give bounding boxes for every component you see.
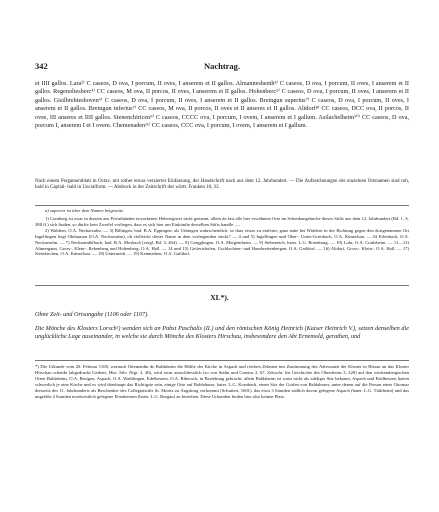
main-text: et IIII gallos. Lara²⁾ C caseos, D ova, I porcum, II oves, I anserem et II gallos. Almanneshenth³⁾ C caseos, D ova, I porcum, II oves, I anserem et II gallos. Regenoltesberc⁴⁾ CC caseos, M ova, II porcos, II oves, I anserem et II gallos. Hohenberc⁵⁾ C caseos, D ova, I porcum, II oves, I anserem et II gallos. Gisilbrehteshoven⁶⁾ C caseos, D ova, I porcum, II oves, I anserem et II gallos. Breingun superius⁷⁾ C caseos, D ova, I porcum, II oves, I anserem et II gallos. Breingun inferius⁷⁾ CC caseos, M ova, II porcos, II oves et II anseres et II gallos. Altdorf⁸⁾ CC caseos, DCC ova, II porcos, II oves, III anseres et IIII gallos. Stenenchiricen⁹⁾ C caseos, CCCC ova, I porcum, I ovem, I anserem et I gallum. Asilachelheim¹⁰⁾ CC caseos, D ova, porcum I, anserem I et I ovem. Chemenaden¹¹⁾ CC caseos, CCC ova, I porcum, I ovem, I anserem et I gallum.	[35, 80, 409, 130]
section-number: XL*).	[210, 293, 229, 302]
footnote: 1) Comburg ist zwar in diesem aus Privathänden erworbenen Heberegister nicht genannt, allein da fast alle hier erwähnten Orte im Schenkungsbuche dieses Stifts aus dem 12. Jahrhundert (Bd. 1, S. 388 ff.) sich finden, so dürfte kein Zweifel vorliegen, dass es sich hier um Einkünfte desselben Stifts handle. —	[35, 216, 409, 227]
divider	[35, 360, 409, 361]
divider	[35, 205, 409, 206]
running-title: Nachtrag.	[203, 61, 241, 71]
section-notes: *) Die Urkunde vom 26. Februar 1108, wornach Ottemaidin de Baldaheim die Hälfte der Kirche in Aspach und reichen Zehnten mit Zustimmung des Adressaten der Kloster in Hirsau an das Kloster Hirschau schenkt (abgedruckt Gerbert, Hist. Silv. Nigr. 3, 40), wird zwar ausschliesslich (so von Stälin und Crusius 2, 67, Zeitschr. für Geschichte des Oberrheins 3, 220) auf den württembergischen Orten Baldaheim, O.A. Besigen, Aspach, O.A. Waiblingen, Edelbeuren, O.A. Biberach, in Beziehung gebracht; allein Baldaheim ist sonst nicht als adeliger Sitz bekannt, Aspach und Edelbeuren hatten schwerlich je eine Kirche und es wird überhaupt das Richtigste sein, einige Orte auf Baldahuser, baier. L.G. Kornbach, einen Sitz der Grafen von Baldahuser, unter denen auf die Person eines Ottomar diesseits des 11. Jahrhunderts als Beschenker des Collegiatstifts St. Moritz zu Augsburg vorkommt (Schuttert, 1601), das etwa 3 Stunden südlich davon gelegene Aspach (baier. L.G. Türkheim) und das ungefähr 4 Stunden nordwestlich gelegene Ettenbeuren (baier. L.G. Burgau) zu beziehen. Diese Urkunden finden hier also keinen Platz.	[35, 364, 409, 399]
footnote-label: a) superior ist über dem Namen beigesetzt.	[45, 208, 124, 213]
section-regest: Die Mönche des Klosters Lorsch¹) wenden sich an Pabst Paschalis (II.) und den römischen König Heinrich (Kaiser Heinrich V.), setzen denselben die unglückliche Lage auseinander, in welche sie durch Mönche des Klosters Hirschau, insbesondere den Abt Ernemold, gerathen, und	[35, 325, 409, 341]
source-note: Nach einem Pergamentblatt in Octav, mit rother etwas verzierter Einfassung, der Handschrift nach aus dem 12. Jahrhundert. — Die Aufzeichnungen der einzelnen Ortsnamen sind roh, bald in Capital- bald in Uncialform. — Abdruck in der Zeitschrift des württ. Franken 10, 32.	[35, 179, 409, 191]
section-subtitle: Ohne Zeit- und Ortsangabe (1106 oder 1107).	[35, 311, 149, 318]
footnote: 2) Waldern, O.A. Neckarsulm. — 3) Billingen, bad. B.A. Eppingen; als Urbingen wahrscheinlich, so dass etwas zu entfernt; ganz nahe bei Widdern in der Richtung gegen den dortgenannten Ort Ingelfingen liegt Olnhausen (O.A. Neckarsulm), ob vielleicht dieser Name in dem vorliegenden steckt? — 4 und 5) Ingelfingen und Ober-, Unter-Griesbach, O.A. Künzelsau. — 6) Erlenbach, O.A. Neckarsulm. — 7) Neckarmühlbach, bad. B.A. Mosbach (vergl. Bd. 3, 464). — 8) Gregglingen, O.A. Mergentheim. — 9) Siebeneich, baier. L.G. Rotenburg. — 10) Lohr, O.A. Crailsheim. — 11—13) Altmergann, Gross-, Klein-, Rebenberg und Hohenberg, O.A. Hall. — 14 und 15) Geifertshofen, Gschlachten- und Hausbreitenbergen, O.A. Gaildorf. — 16) Altdorf, Gross-, Klein-, O.A. Hall. — 17) Steinkirchen, O.A. Künzelsau. — 18) Unterniedt. — 19) Kemnathen, O.A. Gaildorf.	[35, 227, 409, 257]
divider	[35, 285, 409, 286]
page-header	[35, 61, 409, 73]
footnotes	[35, 216, 409, 257]
page-number: 342	[35, 61, 48, 71]
